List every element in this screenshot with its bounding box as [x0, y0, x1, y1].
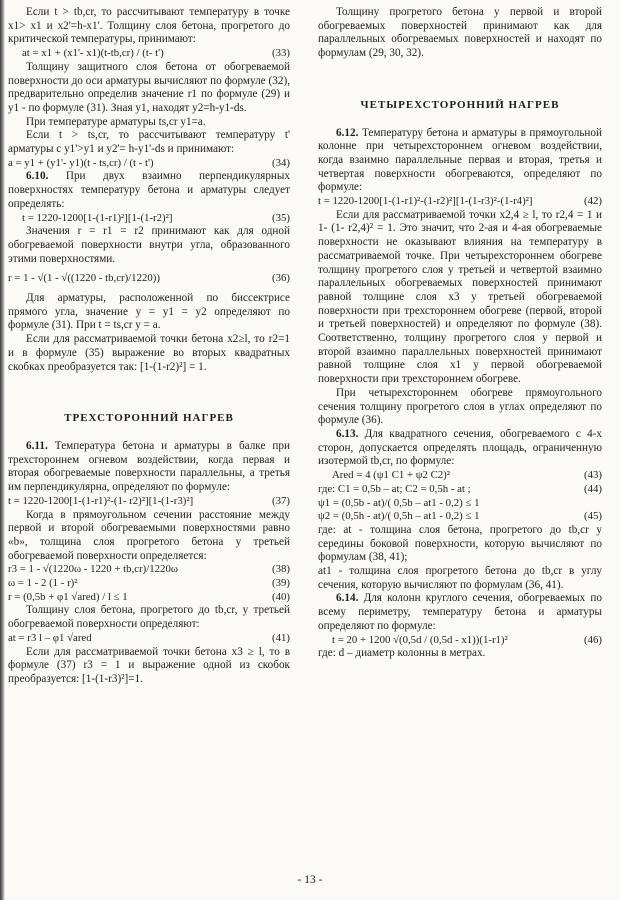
- paragraph: Когда в прямоугольном сечении расстояние между первой и второй обогреваемыми поверхностями равно «b», толщина слоя прогретого бетона у третьей обогреваемой поверхности определяется:: [8, 508, 290, 562]
- equation-46: [318, 634, 602, 648]
- formula: t = 1220-1200[1-(1-r1)²-(1-r2)²][1-(1-r3)²-(1-r4)²]: [318, 195, 533, 208]
- formula: ψ2 = (0,5h - at)/( 0,5h – at1 - 0,2) ≤ 1: [318, 510, 480, 523]
- section-text: Температуру бетона и арматуры в прямоугольной колонне при четырехстороннем огневом воздействии, когда взаимно параллельные первая и вторая, третья и четвертая поверхности обогреваются, определяют по формуле:: [318, 126, 602, 194]
- section-6-11: [8, 440, 290, 495]
- equation-number: (33): [272, 47, 290, 60]
- heading-three-sided-heating: ТРЕХСТОРОННИЙ НАГРЕВ: [64, 412, 234, 425]
- equation-number: (44): [584, 482, 602, 495]
- section-text: Для квадратного сечения, обогреваемого с 4-х сторон, допускается определять площадь, ограниченную изотермой tb,cr, по формуле:: [318, 427, 603, 468]
- formula: t = 20 + 1200 √(0,5d / (0,5d - x1))(1-r1)²: [332, 633, 508, 646]
- equation-number: (45): [584, 510, 602, 523]
- equation-44: [318, 483, 602, 497]
- section-number: 6.12.: [336, 126, 359, 139]
- equation-number: (35): [272, 211, 290, 224]
- equation-number: (39): [272, 577, 290, 590]
- section-number: 6.14.: [336, 592, 359, 605]
- paragraph: Значения r = r1 = r2 принимают как для одной обогреваемой поверхности внутри угла, образованного этими поверхностями.: [8, 225, 290, 265]
- section-number: 6.13.: [336, 427, 359, 440]
- equation-40: [8, 591, 290, 605]
- equation-number: (37): [272, 494, 290, 507]
- section-number: 6.11.: [26, 439, 48, 452]
- formula: ψ1 = (0,5b - at)/( 0,5b – at1 - 0,2) ≤ 1: [318, 496, 480, 509]
- equation-42: [318, 195, 602, 209]
- paragraph: Если для рассматриваемой точки бетона x3 ≥ l, то в формуле (37) r3 = 1 и выражение одной из скобок преобразуется: [1-(1-r3)²]=1.: [8, 645, 290, 685]
- equation-41: [8, 632, 290, 646]
- paragraph: где: at - толщина слоя бетона, прогретого до tb,cr у середины боковой поверхности, которую вычисляют по формулам (38, 41);: [318, 523, 602, 564]
- equation-45a: [318, 497, 602, 511]
- formula: at = r3 l – φ1 √ared: [8, 631, 92, 644]
- heading-four-sided-heating: ЧЕТЫРЕХСТОРОННИЙ НАГРЕВ: [360, 98, 560, 111]
- paragraph: Если t > tb,cr, то рассчитывают температуру в точке x1> x1 и x2'=h-x1'. Толщину слоя бетона, прогретого до критической температуры, принимают:: [8, 6, 290, 46]
- formula: t = 1220-1200[1-(1-r1)²-(1- r2)²][1-(1-r3)²]: [8, 494, 194, 507]
- formula: t = 1220-1200[1-(1-r1)²][1-(1-r2)²]: [22, 211, 173, 224]
- equation-number: (34): [272, 156, 290, 169]
- equation-number: (40): [272, 590, 290, 603]
- section-6-10: [8, 170, 290, 211]
- paragraph: Если для рассматриваемой точки x2,4 ≥ l, то r2,4 = 1 и 1- (1- r2,4)² = 1. Это значит, что 2-ая и 4-ая обогреваемые поверхности не оказывают влияния на температуру в рассматриваемой точке. При четырехстороннем обогреве толщину прогретого слоя у третьей и четвертой взаимно параллельных обогреваемых поверхностей принимают равной толщине слоя x3 у третьей обогреваемой поверхности при трехстороннем обогреве (первой, второй и третьей поверхностей) и определяют по формуле (38). Соответственно, толщину прогретого слоя у первой и второй взаимно параллельных поверхностей принимают равной толщине слоя x1 у первой обогреваемой поверхности при трехстороннем обогреве.: [318, 208, 602, 386]
- equation-34: [8, 157, 290, 171]
- paragraph: Толщину защитного слоя бетона от обогреваемой поверхности до оси арматуры вычисляют по формуле (32), предварительно определив значение r1 по формуле (29) и y1 - по формуле (31). Зная y1, находят y2=h-y1-ds.: [8, 60, 290, 114]
- section-6-12: [318, 127, 602, 196]
- equation-35: [8, 212, 290, 226]
- equation-number: (43): [584, 469, 602, 482]
- equation-number: (38): [272, 563, 290, 576]
- formula: r = (0,5b + φ1 √ared) / l ≤ 1: [8, 590, 128, 603]
- formula: at = x1 + (x1'- x1)(t-tb,cr) / (t- t'): [22, 47, 164, 60]
- paragraph: at1 - толщина слоя прогретого бетона до tb,cr в углу сечения, которую вычисляют по формулам (36, 41).: [318, 565, 602, 591]
- section-number: 6.10.: [26, 170, 49, 183]
- equation-45b: [318, 510, 602, 524]
- paragraph: При четырехстороннем обогреве прямоугольного сечения толщину прогретого слоя в углах определяют по формуле (36).: [318, 386, 602, 427]
- right-column: [318, 6, 602, 661]
- paragraph: Для арматуры, расположенной по биссектрисе прямого угла, значение y = y1 = y2 определяют по формуле (31). При t = ts,cr y = a.: [8, 292, 290, 332]
- paragraph: Толщину слоя бетона, прогретого до tb,cr, у третьей обогреваемой поверхности определяют:: [8, 604, 290, 631]
- equation-38: [8, 563, 290, 577]
- formula: Ared = 4 (ψ1 C1 + ψ2 C2)²: [332, 469, 450, 482]
- paragraph: Если для рассматриваемой точки бетона x2≥l, то r2=1 и в формуле (35) выражение во вторых квадратных скобках преобразуется так: [1-(1-r2)²] = 1.: [8, 333, 290, 373]
- equation-37: [8, 495, 290, 509]
- equation-number: (36): [272, 272, 290, 285]
- equation-39: [8, 577, 290, 591]
- equation-33: [8, 47, 290, 61]
- formula: r = 1 - √(1 - √((1220 - tb,cr)/1220)): [8, 272, 160, 285]
- paragraph: Толщину прогретого бетона у первой и второй обогреваемых поверхностей принимают как для параллельных обогреваемых поверхностей и находят по формулам (29, 30, 32).: [318, 6, 602, 60]
- section-text: Для колонн круглого сечения, обогреваемых по всему периметру, температуру бетона и арматуры определяют по формуле:: [318, 592, 603, 632]
- equation-36: [8, 272, 290, 286]
- equation-number: (41): [272, 631, 290, 644]
- formula: где: C1 = 0,5b – at; C2 = 0,5h - at ;: [318, 482, 471, 495]
- left-column: [8, 6, 290, 687]
- equation-number: (46): [584, 633, 602, 646]
- section-text: При двух взаимно перпендикулярных поверхностях температуру бетона и арматуры следует определять:: [8, 170, 291, 210]
- section-text: Температура бетона и арматуры в балке при трехстороннем огневом воздействии, когда первая и вторая обогреваемые поверхности параллельны, а третья им перпендикулярна, определяют по формуле:: [8, 439, 291, 494]
- formula: a = y1 + (y1'- y1)(t - ts,cr) / (t - t'): [8, 156, 154, 169]
- formula: r3 = 1 - √(1220ω - 1220 + tb,cr)/1220ω: [8, 563, 178, 576]
- equation-43: [318, 469, 602, 483]
- section-6-14: [318, 592, 602, 633]
- formula: ω = 1 - 2 (1 - r)²: [8, 577, 78, 590]
- page-number: - 13 -: [297, 874, 323, 886]
- page-binding-shadow: [0, 0, 5, 900]
- equation-number: (42): [584, 195, 602, 208]
- section-6-13: [318, 428, 602, 469]
- paragraph: где: d – диаметр колонны в метрах.: [318, 647, 486, 660]
- paragraph: При температуре арматуры ts,cr y1=a.: [26, 115, 206, 128]
- paragraph: Если t > ts,cr, то рассчитывают температуру t' арматуры с y1'>y1 и y2'= h-y1'-ds и принимают:: [8, 129, 290, 156]
